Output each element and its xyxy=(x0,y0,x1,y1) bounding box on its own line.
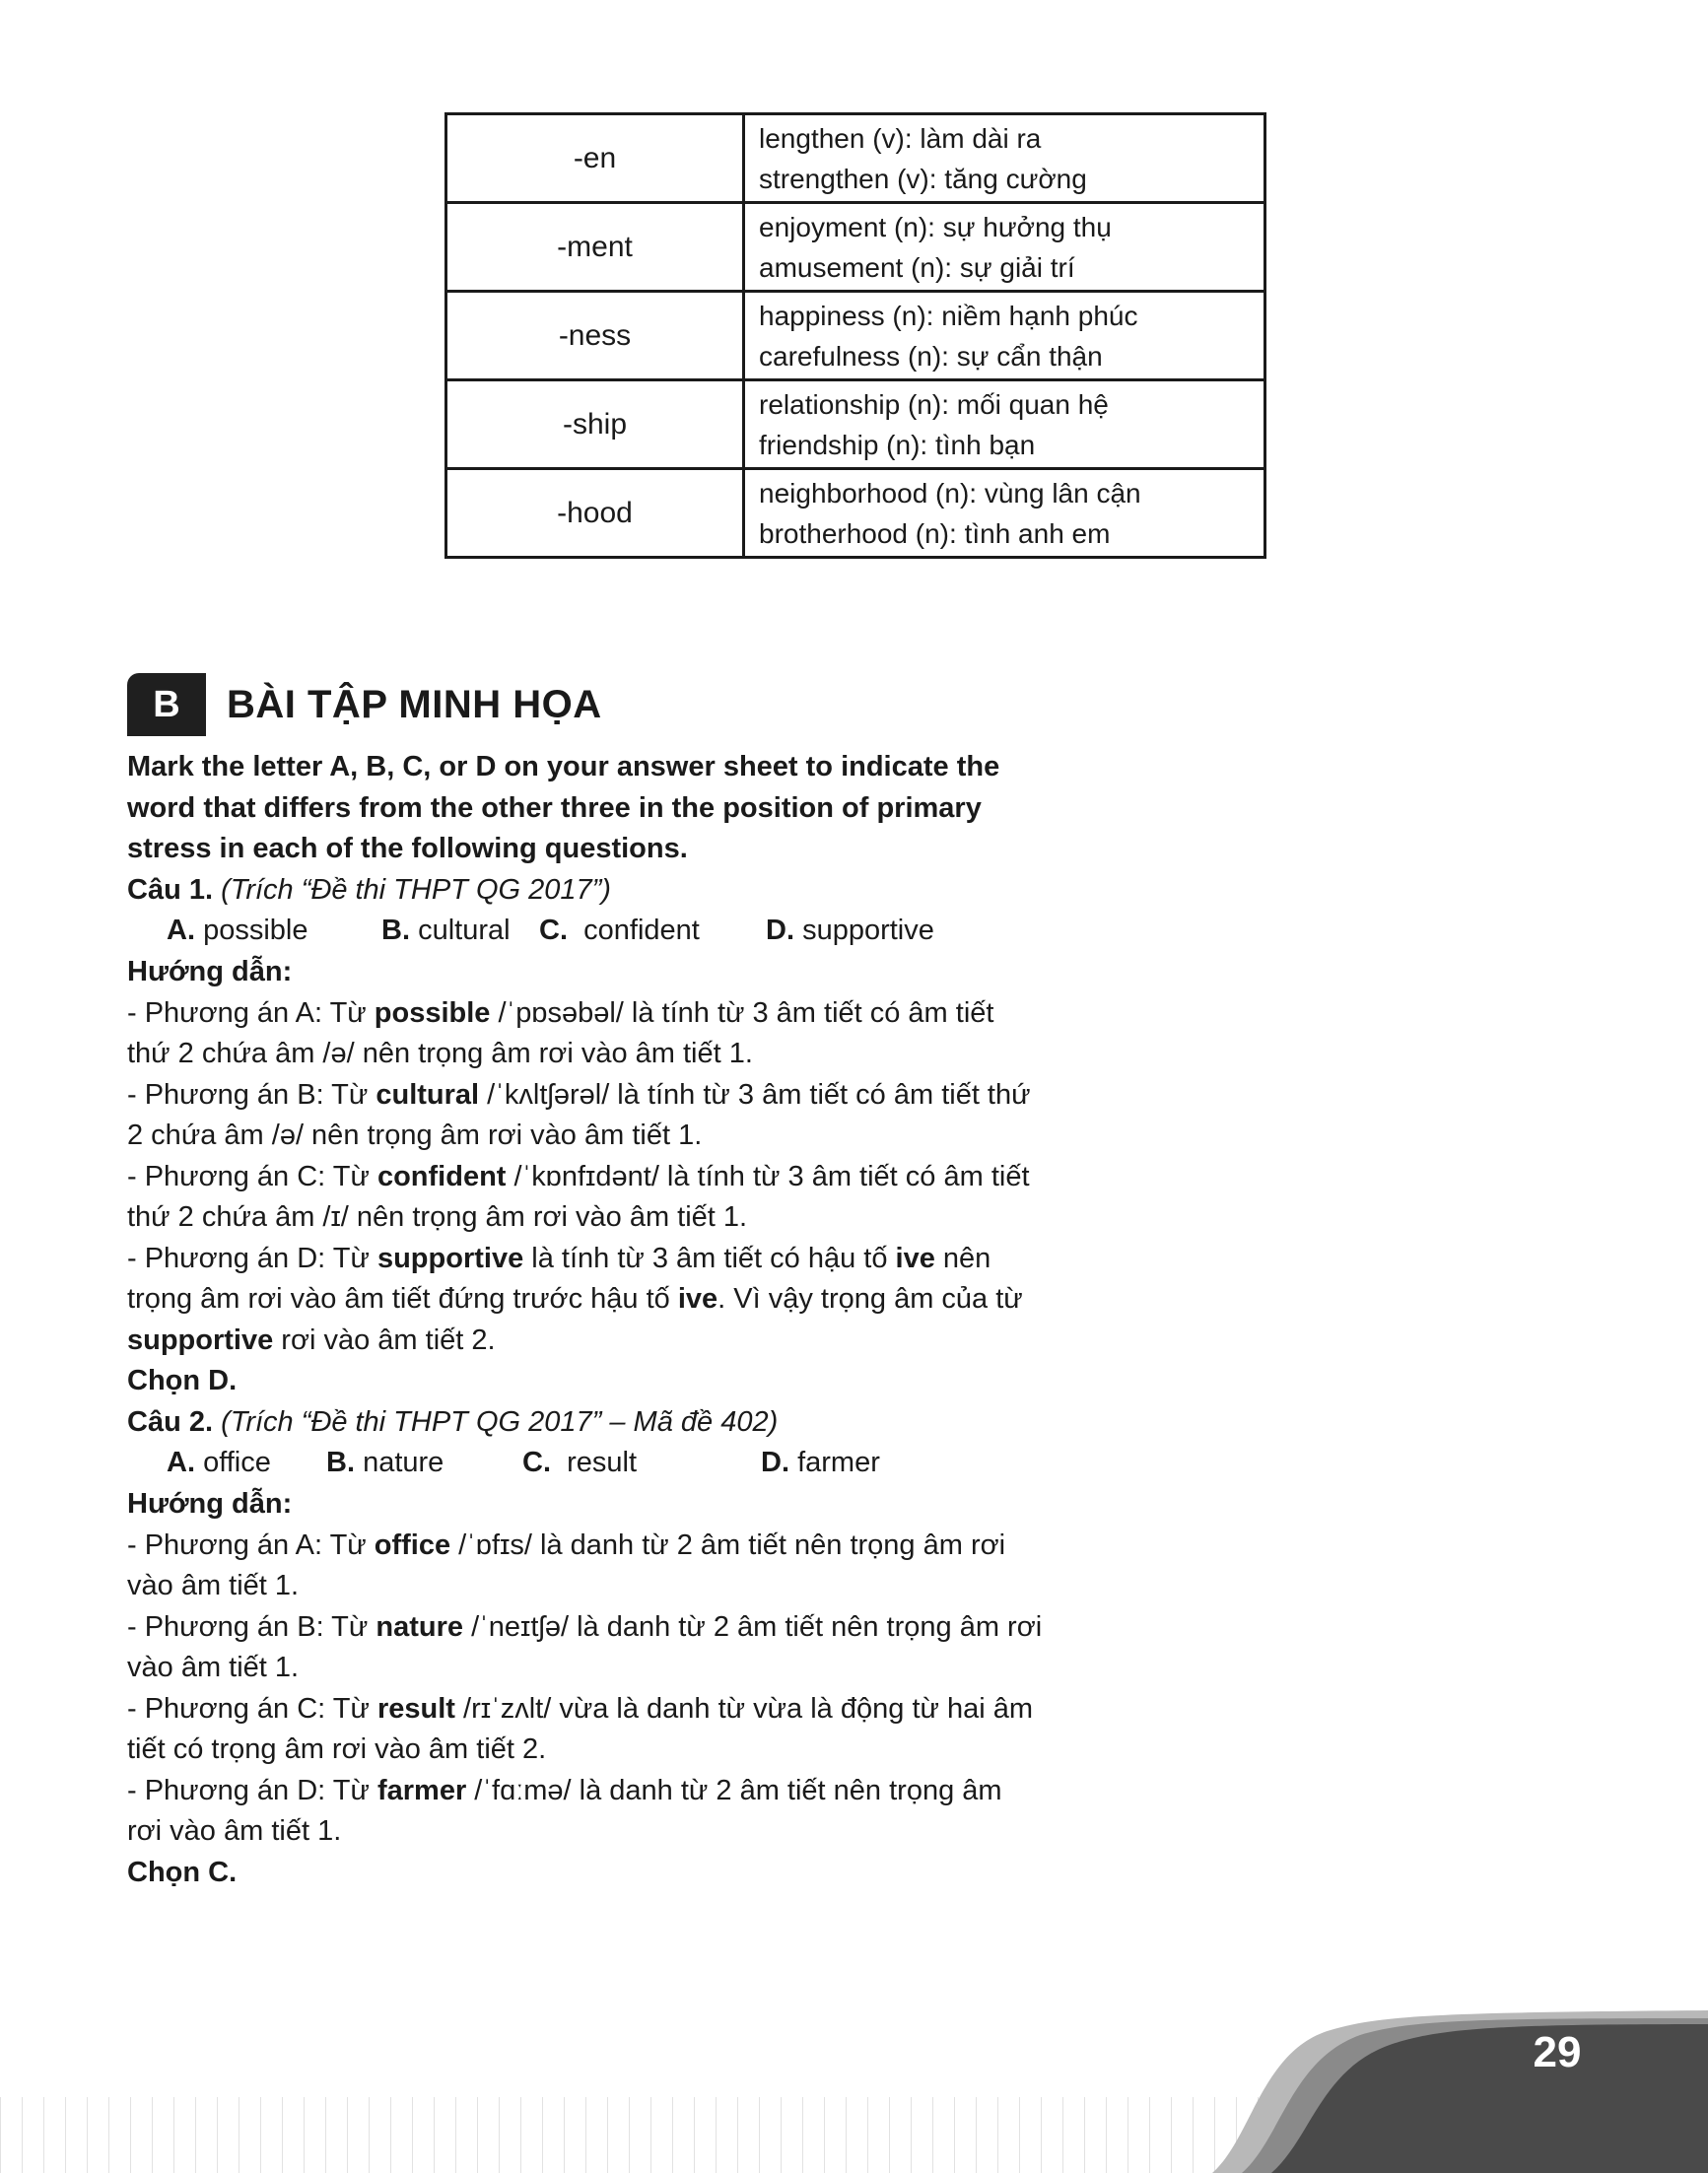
exercise-content xyxy=(127,747,1044,1893)
keyword: farmer xyxy=(376,1774,467,1806)
option-c xyxy=(522,1443,637,1484)
section-badge: B xyxy=(127,673,206,736)
text: /ˈkʌltʃərəl/ là tính từ 3 âm tiết có âm tiết thứ 2 chứa âm /ə/ nên trọng âm rơi vào âm tiết 1. xyxy=(127,1078,1031,1151)
text: là tính từ 3 âm tiết có hậu tố xyxy=(523,1242,896,1274)
table-row xyxy=(446,380,1265,469)
suffix-cell: -hood xyxy=(446,469,744,558)
keyword: supportive xyxy=(127,1324,274,1356)
text: /ˈpɒsəbəl/ là tính từ 3 âm tiết có âm tiết thứ 2 chứa âm /ə/ nên trọng âm rơi vào âm tiết 1. xyxy=(127,996,994,1069)
keyword: confident xyxy=(376,1160,507,1192)
example-cell xyxy=(744,469,1265,558)
text: - Phương án B: Từ xyxy=(127,1610,376,1643)
option-letter: A. xyxy=(167,1447,195,1478)
question-1-options xyxy=(127,911,1044,952)
option-a xyxy=(167,911,307,952)
question-2-heading xyxy=(127,1402,1044,1444)
option-text: result xyxy=(567,1447,638,1478)
keyword: ive xyxy=(677,1283,718,1315)
option-text: cultural xyxy=(418,915,511,946)
keyword: possible xyxy=(374,996,491,1029)
option-letter: C. xyxy=(522,1447,551,1478)
keyword: office xyxy=(374,1528,451,1561)
suffix-cell: -ment xyxy=(446,203,744,292)
option-text: farmer xyxy=(797,1447,880,1478)
option-letter: D. xyxy=(766,915,794,946)
explanation-d xyxy=(127,1771,1044,1853)
text: /ˈneɪtʃə/ là danh từ 2 âm tiết nên trọng âm rơi vào âm tiết 1. xyxy=(127,1610,1043,1683)
option-letter: C. xyxy=(539,915,568,946)
text: - Phương án A: Từ xyxy=(127,1528,375,1561)
example-cell xyxy=(744,292,1265,380)
example-line: brotherhood (n): tình anh em xyxy=(759,517,1111,549)
text: - Phương án D: Từ xyxy=(127,1774,377,1806)
option-letter: B. xyxy=(326,1447,355,1478)
example-cell xyxy=(744,114,1265,203)
suffix-table xyxy=(444,112,1266,559)
question-2-options xyxy=(127,1443,1044,1484)
example-cell xyxy=(744,203,1265,292)
example-line: carefulness (n): sự cẩn thận xyxy=(759,340,1103,372)
explanation-d xyxy=(127,1239,1044,1362)
guide-label: Hướng dẫn: xyxy=(127,956,293,987)
option-text: supportive xyxy=(802,915,934,946)
example-line: neighborhood (n): vùng lân cận xyxy=(759,477,1141,509)
example-cell xyxy=(744,380,1265,469)
suffix-cell: -en xyxy=(446,114,744,203)
text: - Phương án C: Từ xyxy=(127,1160,377,1192)
suffix-cell: -ness xyxy=(446,292,744,380)
example-line: lengthen (v): làm dài ra xyxy=(759,122,1042,154)
option-b xyxy=(326,1443,444,1484)
page-corner-decoration xyxy=(1212,1991,1708,2173)
example-line: amusement (n): sự giải trí xyxy=(759,251,1075,283)
keyword: ive xyxy=(895,1242,935,1274)
explanation-b xyxy=(127,1607,1044,1689)
table-row xyxy=(446,203,1265,292)
text: - Phương án A: Từ xyxy=(127,996,375,1029)
option-d xyxy=(766,911,934,952)
guide-label: Hướng dẫn: xyxy=(127,1488,293,1520)
explanation-b xyxy=(127,1075,1044,1157)
text: /ˈɒfɪs/ là danh từ 2 âm tiết nên trọng âm rơi vào âm tiết 1. xyxy=(127,1528,1006,1601)
explanation-c xyxy=(127,1157,1044,1239)
table-row xyxy=(446,292,1265,380)
option-c xyxy=(539,911,700,952)
question-label: Câu 2. xyxy=(127,1405,214,1438)
keyword: supportive xyxy=(376,1242,524,1274)
keyword: cultural xyxy=(376,1078,480,1111)
question-1-heading xyxy=(127,870,1044,912)
option-text: possible xyxy=(203,915,308,946)
option-a xyxy=(167,1443,271,1484)
text: rơi vào âm tiết 2. xyxy=(273,1324,496,1356)
explanation-c xyxy=(127,1689,1044,1771)
question-source: (Trích “Đề thi THPT QG 2017” – Mã đề 402) xyxy=(221,1405,779,1438)
table-row xyxy=(446,114,1265,203)
text: /ˈkɒnfɪdənt/ là tính từ 3 âm tiết có âm tiết thứ 2 chứa âm /ɪ/ nên trọng âm rơi vào âm tiết 1. xyxy=(127,1160,1030,1233)
option-letter: D. xyxy=(761,1447,789,1478)
option-d xyxy=(761,1443,880,1484)
table-row xyxy=(446,469,1265,558)
text: /rɪˈzʌlt/ vừa là danh từ vừa là động từ hai âm tiết có trọng âm rơi vào âm tiết 2. xyxy=(127,1692,1034,1765)
explanation-a xyxy=(127,1526,1044,1607)
keyword: result xyxy=(376,1692,455,1725)
text: nên trọng âm rơi vào âm tiết đứng trước hậu tố xyxy=(127,1242,991,1315)
answer-text: Chọn D. xyxy=(127,1365,238,1396)
option-b xyxy=(381,911,511,952)
answer-text: Chọn C. xyxy=(127,1856,238,1888)
option-text: office xyxy=(203,1447,271,1478)
option-text: nature xyxy=(363,1447,444,1478)
text: . Vì vậy trọng âm của từ xyxy=(717,1283,1023,1315)
example-line: strengthen (v): tăng cường xyxy=(759,163,1087,194)
instruction-text: Mark the letter A, B, C, or D on your answer sheet to indicate the word that differs from the other three in the position of primary stress in each of the following questions. xyxy=(127,751,1000,864)
question-source: (Trích “Đề thi THPT QG 2017”) xyxy=(221,873,611,906)
text: - Phương án D: Từ xyxy=(127,1242,377,1274)
option-letter: A. xyxy=(167,915,195,946)
explanation-a xyxy=(127,993,1044,1075)
example-line: friendship (n): tình bạn xyxy=(759,429,1036,460)
option-letter: B. xyxy=(381,915,410,946)
example-line: relationship (n): mối quan hệ xyxy=(759,388,1109,420)
option-text: confident xyxy=(583,915,700,946)
example-line: enjoyment (n): sự hưởng thụ xyxy=(759,211,1112,242)
suffix-cell: -ship xyxy=(446,380,744,469)
text: - Phương án C: Từ xyxy=(127,1692,377,1725)
section-title: BÀI TẬP MINH HỌA xyxy=(227,683,602,726)
example-line: happiness (n): niềm hạnh phúc xyxy=(759,300,1138,331)
question-label: Câu 1. xyxy=(127,873,214,906)
keyword: nature xyxy=(376,1610,464,1643)
text: - Phương án B: Từ xyxy=(127,1078,376,1111)
text: /ˈfɑːmə/ là danh từ 2 âm tiết nên trọng âm rơi vào âm tiết 1. xyxy=(127,1774,1002,1847)
page-number: 29 xyxy=(1533,2028,1582,2076)
